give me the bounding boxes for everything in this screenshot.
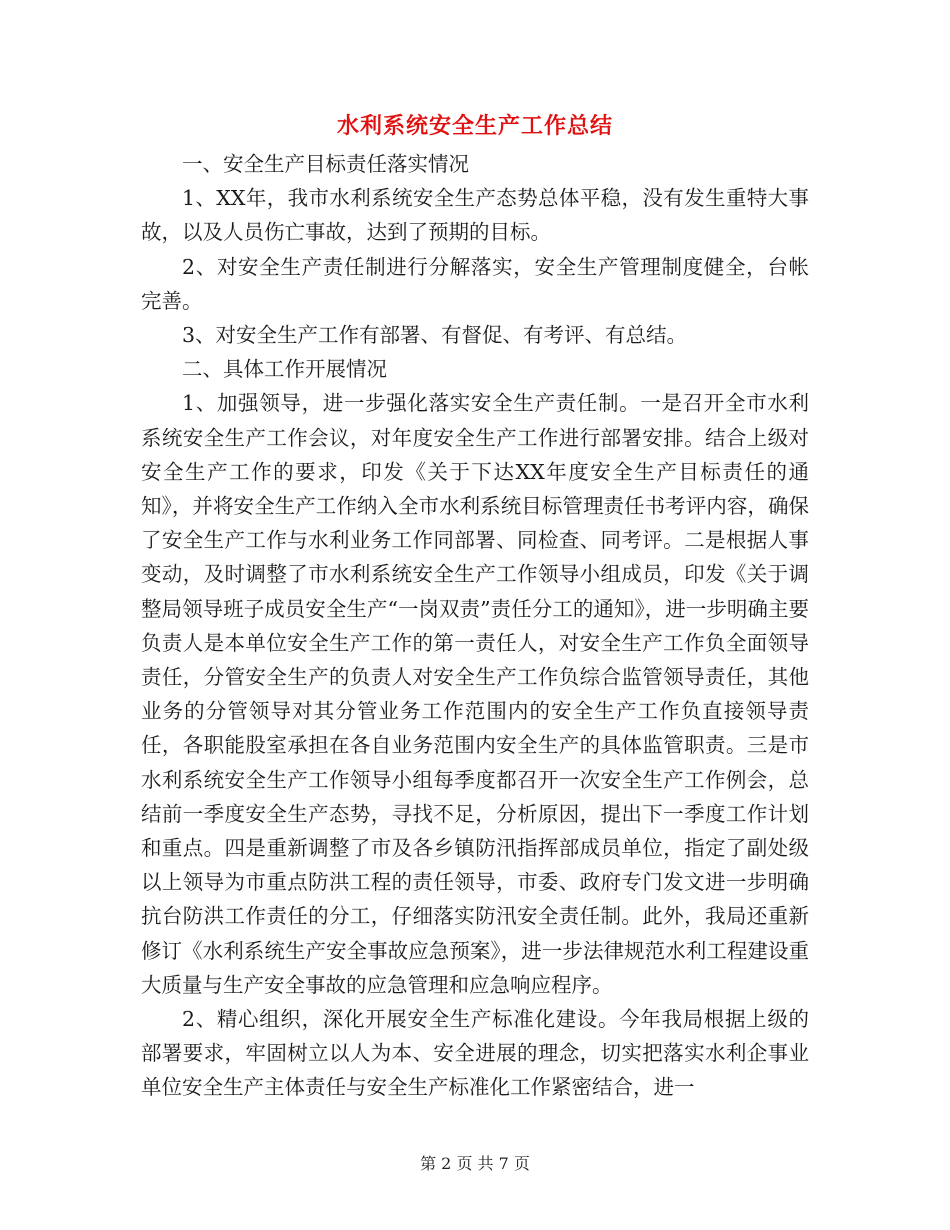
paragraph: 2、精心组织，深化开展安全生产标准化建设。今年我局根据上级的部署要求，牢固树立以人为本、安全进展的理念，切实把落实水利企事业单位安全生产主体责任与安全生产标准化工作紧密结合，进一	[141, 1007, 809, 1100]
section-heading-1: 一、安全生产目标责任落实情况	[182, 152, 469, 176]
document-title: 水利系统安全生产工作总结	[336, 113, 613, 139]
page-number-footer: 第 2 页 共 7 页	[420, 1154, 530, 1173]
document-body	[141, 147, 809, 1105]
paragraph: 1、XX年，我市水利系统安全生产态势总体平稳，没有发生重特大事故，以及人员伤亡事故，达到了预期的目标。	[141, 186, 809, 245]
paragraph: 3、对安全生产工作有部署、有督促、有考评、有总结。	[182, 323, 688, 348]
section-heading-2: 二、具体工作开展情况	[182, 357, 387, 382]
paragraph: 1、加强领导，进一步强化落实安全生产责任制。一是召开全市水利系统安全生产工作会议，对年度安全生产工作进行部署安排。结合上级对安全生产工作的要求，印发《关于下达XX年度安全生产目标责任的通知》，并将安全生产工作纳入全市水利系统目标管理责任书考评内容，确保了安全生产工作与水利业务工作同部署、同检查、同考评。二是根据人事变动，及时调整了市水利系统安全生产工作领导小组成员，印发《关于调整局领导班子成员安全生产“一岗双责”责任分工的通知》，进一步明确主要负责人是本单位安全生产工作的第一责任人，对安全生产工作负全面领导责任，分管安全生产的负责人对安全生产工作负综合监管领导责任，其他业务的分管领导对其分管业务工作范围内的安全生产工作负直接领导责任，各职能股室承担在各自业务范围内安全生产的具体监管职责。三是市水利系统安全生产工作领导小组每季度都召开一次安全生产工作例会，总结前一季度安全生产态势，寻找不足，分析原因，提出下一季度工作计划和重点。四是重新调整了市及各乡镇防汛指挥部成员单位，指定了副处级以上领导为市重点防洪工程的责任领导，市委、政府专门发文进一步明确抗台防洪工作责任的分工，仔细落实防汛安全责任制。此外，我局还重新修订《水利系统生产安全事故应急预案》，进一步法律规范水利工程建设重大质量与生产安全事故的应急管理和应急响应程序。	[141, 391, 809, 997]
paragraph: 2、对安全生产责任制进行分解落实，安全生产管理制度健全，台帐完善。	[141, 254, 809, 313]
